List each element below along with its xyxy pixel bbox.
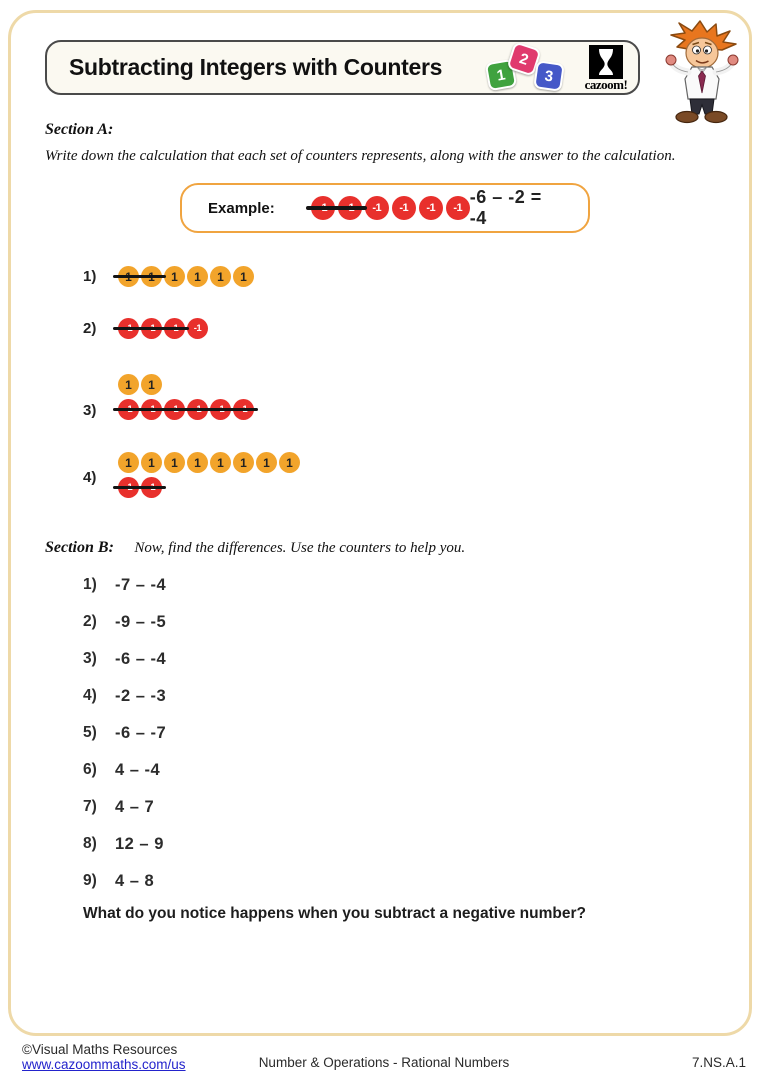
problem-number: 4) — [83, 687, 97, 704]
section-a-problem — [83, 266, 254, 287]
problem-number: 1) — [83, 576, 97, 593]
problem-expression: -6 – -7 — [115, 724, 167, 742]
hourglass-icon — [589, 45, 623, 79]
counter-group — [118, 452, 300, 498]
title-box — [45, 40, 640, 95]
negative-counter: -1 — [419, 196, 443, 220]
strike-line — [306, 206, 367, 210]
problem-expression: 4 – -4 — [115, 761, 161, 779]
positive-counter: 1 — [118, 452, 139, 473]
positive-counter: 1 — [187, 266, 208, 287]
section-b-problem — [83, 872, 166, 909]
section-b-instruction: Now, find the differences. Use the counters to help you. — [134, 540, 466, 556]
problem-expression: -6 – -4 — [115, 650, 167, 668]
section-a-instruction: Write down the calculation that each set of counters represents, along with the answer to the calculation. — [45, 148, 676, 164]
positive-counter: 1 — [233, 266, 254, 287]
negative-counter: -1 — [446, 196, 470, 220]
problem-number: 7) — [83, 798, 97, 815]
problem-expression: 12 – 9 — [115, 835, 164, 853]
counter-group — [118, 266, 254, 287]
problem-expression: -9 – -5 — [115, 613, 167, 631]
section-a-problem — [83, 374, 254, 421]
positive-counter: 1 — [118, 374, 139, 395]
section-b-problem — [83, 835, 166, 872]
badge-3-icon: 3 — [533, 60, 565, 92]
counter-row — [118, 266, 254, 287]
section-a-label: Section A: — [45, 121, 114, 138]
counter-row — [118, 399, 254, 420]
positive-counter: 1 — [233, 452, 254, 473]
problem-number: 5) — [83, 724, 97, 741]
footer-topic: Number & Operations - Rational Numbers — [258, 1055, 510, 1070]
section-a-problem — [83, 318, 208, 339]
positive-counter: 1 — [187, 452, 208, 473]
footer-standard-code: 7.NS.A.1 — [691, 1055, 746, 1070]
problem-number: 2) — [83, 613, 97, 630]
negative-counter: -1 — [365, 196, 389, 220]
positive-counter: 1 — [141, 452, 162, 473]
section-a-problem — [83, 452, 300, 498]
example-equation: -6 – -2 = -4 — [469, 187, 542, 228]
problem-number: 4) — [83, 469, 97, 486]
counter-row — [118, 374, 254, 395]
counter-group — [118, 374, 254, 420]
badge-2-icon: 2 — [506, 41, 541, 76]
positive-counter: 1 — [164, 452, 185, 473]
positive-counter: 1 — [210, 452, 231, 473]
cazoom-logo — [575, 45, 637, 94]
problem-number: 2) — [83, 320, 97, 337]
negative-counter: -1 — [392, 196, 416, 220]
section-b-problem — [83, 798, 166, 835]
strike-line — [113, 486, 166, 490]
section-b-problem — [83, 724, 166, 761]
counter-group — [118, 318, 208, 339]
section-b-question: What do you notice happens when you subtract a negative number? — [83, 905, 586, 922]
section-b-problem — [83, 687, 166, 724]
problem-number: 3) — [83, 402, 97, 419]
strike-line — [113, 327, 189, 331]
cazoom-logo-text: cazoom! — [584, 77, 628, 92]
copyright-text: ©Visual Maths Resources — [22, 1042, 178, 1057]
counter-row — [118, 452, 300, 473]
section-b-label: Section B: — [45, 539, 114, 556]
section-b-problem — [83, 613, 166, 650]
positive-counter: 1 — [141, 374, 162, 395]
problem-number: 9) — [83, 872, 97, 889]
section-b-problem — [83, 761, 166, 798]
strike-line — [113, 275, 166, 279]
strike-line — [113, 408, 258, 412]
cazoommaths-link[interactable]: www.cazoommaths.com/us — [22, 1057, 186, 1072]
section-b-problem — [83, 650, 166, 687]
problem-expression: 4 – 8 — [115, 872, 155, 890]
positive-counter: 1 — [164, 266, 185, 287]
positive-counter: 1 — [210, 266, 231, 287]
example-box — [180, 183, 590, 233]
counter-row — [118, 318, 208, 339]
mascot-illustration — [650, 20, 750, 125]
problem-expression: -2 – -3 — [115, 687, 167, 705]
counter-row — [118, 477, 300, 498]
problem-number: 6) — [83, 761, 97, 778]
positive-counter: 1 — [256, 452, 277, 473]
numbers-123-logo — [487, 46, 569, 92]
problem-number: 1) — [83, 268, 97, 285]
page-title: Subtracting Integers with Counters — [69, 54, 443, 80]
positive-counter: 1 — [279, 452, 300, 473]
section-b-header — [45, 539, 465, 557]
problem-expression: 4 – 7 — [115, 798, 155, 816]
problem-number: 3) — [83, 650, 97, 667]
negative-counter: -1 — [187, 318, 208, 339]
problem-number: 8) — [83, 835, 97, 852]
example-counters — [311, 196, 470, 220]
section-b-problem — [83, 576, 166, 613]
problem-expression: -7 – -4 — [115, 576, 167, 594]
section-b-problems — [83, 576, 166, 909]
example-label: Example: — [208, 199, 275, 217]
badge-1-icon: 1 — [485, 59, 517, 91]
